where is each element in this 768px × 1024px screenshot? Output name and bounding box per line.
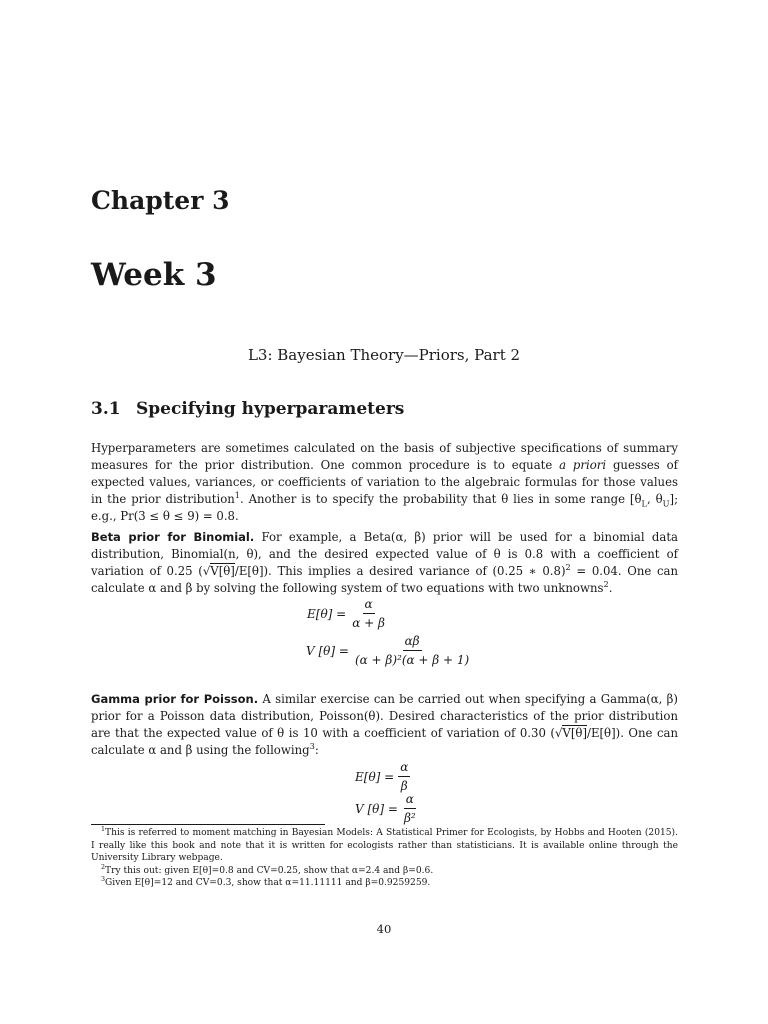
paragraph-heading-gamma: Gamma prior for Poisson. [91,692,259,706]
footnote-ref-2[interactable]: 2 [603,578,609,589]
section-number: 3.1 [91,399,121,419]
footnote-ref-1[interactable]: 1 [234,489,240,500]
equation-beta-mean: E[θ] = $\frac{\alpha}{\alpha + \beta}$ [307,597,385,630]
footnote-ref-3[interactable]: 3 [309,740,315,751]
footnote-3: $^3$Given E[θ]=12 and CV=0.3, show that α=11.11111 and β=0.9259259. [101,874,431,888]
equation-gamma-variance: V [θ] = $\frac{\alpha}{\text{β²}}$ [355,792,416,825]
page-number: 40 [376,922,392,936]
paragraph-hyperparameters: Hyperparameters are sometimes calculated on the basis of subjective specifications of summary measures for the prior distribution. One common procedure is to equate a priori guesses of expected values, variances, or coefficients of variation to the algebraic formulas for those values in the prior distribution$^1$. Another is to specify the probability that θ lies in some range [$\theta_L$, $\theta_U$]; e.g., Pr(3 ≤ θ ≤ 9) = 0.8. [91,441,679,523]
footnote-rule [91,824,325,825]
chapter-title: Week 3 [91,257,217,293]
sqrt-symbol: √ [202,563,211,578]
section-heading [91,399,404,419]
equation-beta-variance: V [θ] = $\frac{\alpha\beta}{\text{(α + β)²(α + β + 1)}}$ [306,634,470,667]
paragraph-beta-prior: Beta prior for Binomial. For example, a Beta(α, β) prior will be used for a binomial data distribution, Binomial(n, θ), and the desired expected value of θ is 0.8 with a coefficient of variation of 0.25 (√V[θ]/E[θ]). This implies a desired variance of (0.25 ∗ 0.8)$^2$ = 0.04. One can calculate α and β by solving the following system of two equations with two unknowns$^2$. [91,530,679,595]
lecture-title: L3: Bayesian Theory—Priors, Part 2 [247,346,521,364]
section-title: Specifying hyperparameters [136,399,405,419]
chapter-label: Chapter 3 [91,186,230,215]
paragraph-heading-beta: Beta prior for Binomial. [91,530,255,544]
footnote-2: $^2$Try this out: given E[θ]=0.8 and CV=0.25, show that α=2.4 and β=0.6. [101,862,434,876]
footnotes [91,824,678,890]
footnote-1: $^1$This is referred to moment matching in Bayesian Models: A Statistical Primer for Ecologists, by Hobbs and Hooten (2015). I really like this book and note that it is written for ecologists rather than statisticians. It is available online through the University Library webpage. [91,824,678,863]
sqrt-symbol: √ [554,725,563,740]
paragraph-gamma-prior: Gamma prior for Poisson. A similar exercise can be carried out when specifying a Gamma(α, β) prior for a Poisson data distribution, Poisson(θ). Desired characteristics of the prior distribution are that the expected value of θ is 10 with a coefficient of variation of 0.30 (√V[θ]/E[θ]). One can calculate α and β using the following$^3$: [91,692,678,757]
emphasis-a-priori: a priori [559,457,607,472]
equation-gamma-mean: E[θ] = $\frac{\alpha}{\beta}$ [355,760,409,793]
